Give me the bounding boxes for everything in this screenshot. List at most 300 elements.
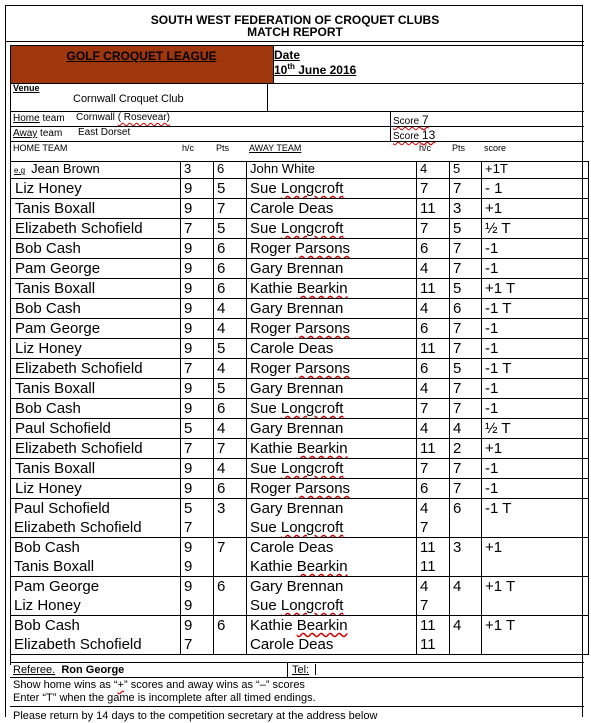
away-player[interactable]	[247, 299, 417, 319]
away-points[interactable]	[450, 219, 482, 239]
away-points[interactable]	[450, 616, 482, 655]
home-handicap[interactable]	[181, 359, 214, 379]
home-player[interactable]	[11, 319, 181, 339]
table-row	[11, 239, 589, 259]
away-player[interactable]	[247, 259, 417, 279]
away-handicaps[interactable]	[417, 577, 450, 616]
home-handicap[interactable]	[181, 279, 214, 299]
home-player[interactable]	[11, 419, 181, 439]
away-handicap-text: 7	[420, 180, 429, 197]
home-handicap-text: 9	[184, 240, 193, 257]
home-handicap[interactable]	[181, 259, 214, 279]
example-hc2-text: 4	[420, 161, 428, 176]
home-handicap[interactable]	[181, 479, 214, 499]
game-score-text: -1	[485, 380, 499, 397]
away-handicap-text: 11	[420, 440, 436, 457]
home-pair-1: Bob Cash	[14, 539, 80, 556]
example-pts2[interactable]	[450, 162, 482, 179]
away-handicaps[interactable]	[417, 499, 450, 538]
home-handicap-text: 9	[184, 260, 193, 277]
away-player[interactable]	[247, 199, 417, 219]
home-points-text: 4	[217, 420, 226, 437]
game-score-text: -1 T	[485, 500, 512, 517]
away-handicaps-2: 11	[420, 558, 436, 575]
home-handicaps[interactable]	[181, 616, 214, 655]
away-handicap[interactable]	[417, 399, 450, 419]
home-handicap-text: 9	[184, 180, 193, 197]
notes-line-2: Enter “T” when the game is incomplete after all timed endings.	[13, 692, 316, 704]
away-player[interactable]	[247, 219, 417, 239]
home-points-text: 5	[217, 380, 226, 397]
home-points[interactable]	[214, 577, 247, 616]
tel-label: Tel:	[292, 664, 310, 676]
home-handicap[interactable]	[181, 419, 214, 439]
away-player-text: Kathie Bearkin	[250, 440, 348, 457]
date-value[interactable]: 10th June 2016	[274, 62, 357, 77]
away-points-text: 5	[453, 280, 462, 297]
away-points[interactable]	[450, 499, 482, 538]
home-points[interactable]	[214, 199, 247, 219]
away-handicap[interactable]	[417, 279, 450, 299]
home-points-text: 6	[217, 240, 226, 257]
home-player[interactable]	[11, 199, 181, 219]
table-row	[11, 199, 589, 219]
away-player[interactable]	[247, 319, 417, 339]
home-handicap[interactable]	[181, 459, 214, 479]
away-points[interactable]	[450, 279, 482, 299]
away-handicaps[interactable]	[417, 538, 450, 577]
away-points[interactable]	[450, 399, 482, 419]
home-handicap-text: 9	[184, 320, 193, 337]
divider	[287, 662, 288, 677]
away-handicap-text: 7	[420, 220, 429, 237]
home-player-text: Pam George	[15, 320, 101, 337]
date-label: Date	[274, 48, 301, 62]
away-points[interactable]	[450, 439, 482, 459]
example-away[interactable]	[247, 162, 417, 179]
divider	[10, 662, 584, 663]
away-player[interactable]	[247, 439, 417, 459]
home-handicaps[interactable]	[181, 499, 214, 538]
home-handicap-text: 5	[184, 420, 193, 437]
away-handicap[interactable]	[417, 439, 450, 459]
game-score[interactable]	[482, 479, 589, 499]
home-player-text: Paul Schofield	[15, 420, 111, 437]
away-score[interactable]: Score 13	[393, 128, 436, 142]
doubles-row	[11, 538, 589, 577]
away-points[interactable]	[450, 479, 482, 499]
example-home-text: Jean Brown	[31, 161, 100, 176]
away-points-text: 7	[453, 260, 462, 277]
home-points-text: 6	[217, 617, 226, 634]
league-name: GOLF CROQUET LEAGUE	[66, 49, 217, 63]
away-handicap-text: 7	[420, 400, 429, 417]
home-handicaps-1: 9	[184, 617, 193, 634]
game-score-text: -1	[485, 320, 499, 337]
away-player-text: Gary Brennan	[250, 300, 344, 317]
home-handicap[interactable]	[181, 179, 214, 199]
away-handicap[interactable]	[417, 339, 450, 359]
home-points[interactable]	[214, 239, 247, 259]
home-handicaps-2: 7	[184, 636, 193, 653]
home-pair-2: Elizabeth Schofield	[14, 636, 142, 653]
home-points[interactable]	[214, 339, 247, 359]
away-points-text: 7	[453, 380, 462, 397]
game-score[interactable]	[482, 319, 589, 339]
away-points[interactable]	[450, 339, 482, 359]
report-title: MATCH REPORT	[247, 25, 343, 39]
home-handicap-text: 7	[184, 360, 193, 377]
home-player[interactable]	[11, 279, 181, 299]
example-pts2-text: 5	[453, 161, 461, 176]
away-points[interactable]	[450, 319, 482, 339]
example-hc[interactable]	[181, 162, 214, 179]
divider	[10, 141, 584, 142]
home-points-text: 6	[217, 400, 226, 417]
away-handicaps-2: 7	[420, 597, 429, 614]
home-player-text: Tanis Boxall	[15, 280, 96, 297]
game-score[interactable]	[482, 219, 589, 239]
game-score-text: +1 T	[485, 617, 516, 634]
home-handicap-text: 9	[184, 460, 193, 477]
away-pair[interactable]	[247, 616, 417, 655]
col-away-team: AWAY TEAM	[249, 143, 302, 153]
home-handicap-text: 9	[184, 380, 193, 397]
game-score-text: +1	[485, 440, 503, 457]
away-handicap[interactable]	[417, 299, 450, 319]
table-row	[11, 299, 589, 319]
home-handicaps-1: 5	[184, 500, 193, 517]
game-score-text: - 1	[485, 180, 503, 197]
game-score[interactable]	[482, 199, 589, 219]
venue-label: Venue	[13, 83, 40, 93]
away-handicap[interactable]	[417, 239, 450, 259]
home-points[interactable]	[214, 479, 247, 499]
game-score[interactable]	[482, 616, 589, 655]
away-handicap[interactable]	[417, 259, 450, 279]
table-row	[11, 319, 589, 339]
away-points-text: 3	[453, 200, 462, 217]
away-points[interactable]	[450, 577, 482, 616]
away-player-text: Sue Longcroft	[250, 220, 344, 237]
home-points[interactable]	[214, 279, 247, 299]
example-pts[interactable]	[214, 162, 247, 179]
away-points-text: 4	[453, 420, 462, 437]
away-player-text: Sue Longcroft	[250, 400, 344, 417]
game-score[interactable]	[482, 339, 589, 359]
home-points[interactable]	[214, 319, 247, 339]
home-points[interactable]	[214, 179, 247, 199]
home-points-text: 4	[217, 300, 226, 317]
divider	[10, 83, 584, 84]
away-pair[interactable]	[247, 499, 417, 538]
away-handicap[interactable]	[417, 219, 450, 239]
home-points-text: 6	[217, 280, 226, 297]
federation-title: SOUTH WEST FEDERATION OF CROQUET CLUBS	[150, 13, 440, 27]
table-row	[11, 279, 589, 299]
home-handicap[interactable]	[181, 439, 214, 459]
home-points-text: 4	[217, 360, 226, 377]
home-points[interactable]	[214, 538, 247, 577]
home-points[interactable]	[214, 499, 247, 538]
divider	[267, 83, 268, 111]
away-player-text: Carole Deas	[250, 200, 334, 217]
game-score[interactable]	[482, 179, 589, 199]
away-handicap[interactable]	[417, 179, 450, 199]
home-player[interactable]	[11, 239, 181, 259]
home-handicap-text: 7	[184, 220, 193, 237]
col-score: score	[484, 143, 507, 153]
home-player[interactable]	[11, 299, 181, 319]
away-handicaps-1: 4	[420, 578, 429, 595]
home-handicap[interactable]	[181, 319, 214, 339]
home-points-text: 6	[217, 578, 226, 595]
away-pair-2: Sue Longcroft	[250, 597, 344, 614]
col-hc: h/c	[182, 143, 195, 153]
away-player[interactable]	[247, 379, 417, 399]
away-points-text: 6	[453, 500, 462, 517]
home-pair[interactable]	[11, 616, 181, 655]
away-points[interactable]	[450, 199, 482, 219]
home-handicaps-2: 9	[184, 597, 193, 614]
home-pair-1: Paul Schofield	[14, 500, 110, 517]
away-player[interactable]	[247, 419, 417, 439]
home-points[interactable]	[214, 259, 247, 279]
home-points[interactable]	[214, 359, 247, 379]
home-points[interactable]	[214, 379, 247, 399]
away-points-text: 6	[453, 300, 462, 317]
away-points[interactable]	[450, 239, 482, 259]
home-points[interactable]	[214, 399, 247, 419]
game-score[interactable]	[482, 259, 589, 279]
example-hc2[interactable]	[417, 162, 450, 179]
home-handicaps[interactable]	[181, 538, 214, 577]
home-player[interactable]	[11, 399, 181, 419]
example-row	[11, 162, 589, 179]
away-handicap[interactable]	[417, 419, 450, 439]
away-handicap[interactable]	[417, 199, 450, 219]
away-points-text: 4	[453, 617, 462, 634]
home-player[interactable]	[11, 459, 181, 479]
away-handicap[interactable]	[417, 479, 450, 499]
home-handicap[interactable]	[181, 239, 214, 259]
game-score[interactable]	[482, 577, 589, 616]
away-handicap-text: 6	[420, 360, 429, 377]
game-score[interactable]	[482, 399, 589, 419]
home-player[interactable]	[11, 359, 181, 379]
home-handicaps-2: 7	[184, 519, 193, 536]
away-player[interactable]	[247, 279, 417, 299]
away-player-text: Sue Longcroft	[250, 180, 344, 197]
away-points[interactable]	[450, 459, 482, 479]
away-points[interactable]	[450, 419, 482, 439]
away-handicap-text: 4	[420, 420, 429, 437]
away-points-text: 7	[453, 340, 462, 357]
doubles-row	[11, 577, 589, 616]
table-row	[11, 399, 589, 419]
away-points[interactable]	[450, 379, 482, 399]
away-points-text: 7	[453, 320, 462, 337]
home-player[interactable]	[11, 379, 181, 399]
home-player[interactable]	[11, 439, 181, 459]
game-score[interactable]	[482, 379, 589, 399]
col-hc2: h/c	[419, 143, 432, 153]
game-score[interactable]	[482, 538, 589, 577]
away-points[interactable]	[450, 299, 482, 319]
home-handicap[interactable]	[181, 299, 214, 319]
away-handicaps-1: 11	[420, 539, 436, 556]
home-handicaps[interactable]	[181, 577, 214, 616]
away-handicap[interactable]	[417, 459, 450, 479]
example-home	[11, 162, 181, 179]
home-handicap-text: 9	[184, 300, 193, 317]
away-pair-2: Sue Longcroft	[250, 519, 344, 536]
away-handicap[interactable]	[417, 379, 450, 399]
home-points[interactable]	[214, 419, 247, 439]
away-player-text: Kathie Bearkin	[250, 280, 348, 297]
game-score[interactable]	[482, 419, 589, 439]
away-pair[interactable]	[247, 577, 417, 616]
home-points-text: 5	[217, 180, 226, 197]
away-player[interactable]	[247, 459, 417, 479]
home-handicap[interactable]	[181, 199, 214, 219]
away-team-label: Away team	[13, 128, 63, 139]
home-points[interactable]	[214, 299, 247, 319]
away-pair[interactable]	[247, 538, 417, 577]
away-player-text: Roger Parsons	[250, 480, 351, 497]
away-player-text: Carole Deas	[250, 340, 334, 357]
away-points[interactable]	[450, 359, 482, 379]
home-player[interactable]	[11, 339, 181, 359]
home-handicap[interactable]	[181, 219, 214, 239]
away-pair-1: Gary Brennan	[250, 500, 344, 517]
notes-line-1: Show home wins as “+” scores and away wins as “–” scores	[13, 679, 305, 691]
away-player[interactable]	[247, 239, 417, 259]
home-team-name[interactable]: Cornwall ( Rosevear)	[76, 112, 170, 123]
table-row	[11, 419, 589, 439]
game-score[interactable]	[482, 439, 589, 459]
home-player-text: Tanis Boxall	[15, 200, 96, 217]
home-handicaps-1: 9	[184, 539, 193, 556]
away-handicap-text: 7	[420, 460, 429, 477]
game-score[interactable]	[482, 499, 589, 538]
home-handicap[interactable]	[181, 399, 214, 419]
text-cursor	[315, 664, 316, 675]
venue-value[interactable]: Cornwall Croquet Club	[73, 93, 184, 105]
home-player[interactable]	[11, 259, 181, 279]
doubles-row	[11, 499, 589, 538]
home-pair-2: Elizabeth Schofield	[14, 519, 142, 536]
away-pair-2: Kathie Bearkin	[250, 558, 348, 575]
away-player[interactable]	[247, 359, 417, 379]
table-row	[11, 379, 589, 399]
away-points-text: 7	[453, 400, 462, 417]
home-points-text: 4	[217, 460, 226, 477]
game-score-text: +1 T	[485, 578, 516, 595]
away-points[interactable]	[450, 259, 482, 279]
match-report-form	[5, 5, 583, 722]
home-points-text: 7	[217, 200, 226, 217]
home-pair[interactable]	[11, 577, 181, 616]
home-points-text: 6	[217, 480, 226, 497]
home-handicap[interactable]	[181, 379, 214, 399]
col-pts2: Pts	[452, 143, 466, 153]
game-score[interactable]	[482, 359, 589, 379]
home-pair[interactable]	[11, 538, 181, 577]
away-handicap-text: 11	[420, 280, 436, 297]
away-team-name[interactable]: East Dorset	[78, 127, 131, 138]
game-score[interactable]	[482, 239, 589, 259]
divider	[6, 41, 584, 42]
col-pts: Pts	[216, 143, 230, 153]
game-score[interactable]	[482, 279, 589, 299]
doubles-row	[11, 616, 589, 655]
home-player[interactable]	[11, 179, 181, 199]
home-player[interactable]	[11, 479, 181, 499]
divider	[10, 677, 584, 678]
game-score[interactable]	[482, 299, 589, 319]
home-handicaps-1: 9	[184, 578, 193, 595]
game-score-text: +1	[485, 200, 503, 217]
referee[interactable]: Referee. Ron George	[13, 664, 125, 676]
away-pair-1: Gary Brennan	[250, 578, 344, 595]
example-score[interactable]	[482, 162, 589, 179]
home-points-text: 6	[217, 260, 226, 277]
away-player[interactable]	[247, 339, 417, 359]
home-points-text: 4	[217, 320, 226, 337]
home-pair-1: Pam George	[14, 578, 100, 595]
home-points[interactable]	[214, 439, 247, 459]
away-handicaps-2: 7	[420, 519, 429, 536]
notes-line-3: Please return by 14 days to the competition secretary at the address below	[13, 710, 378, 722]
table-row	[11, 259, 589, 279]
away-player[interactable]	[247, 179, 417, 199]
table-row	[11, 439, 589, 459]
away-handicap[interactable]	[417, 319, 450, 339]
away-points[interactable]	[450, 179, 482, 199]
home-player[interactable]	[11, 219, 181, 239]
away-points-text: 3	[453, 539, 462, 556]
home-points-text: 5	[217, 340, 226, 357]
away-pair-1: Kathie Bearkin	[250, 617, 348, 634]
away-points-text: 7	[453, 480, 462, 497]
home-score[interactable]: Score 7	[393, 113, 429, 127]
home-points[interactable]	[214, 616, 247, 655]
away-handicaps[interactable]	[417, 616, 450, 655]
home-handicap[interactable]	[181, 339, 214, 359]
away-handicap-text: 11	[420, 200, 436, 217]
home-pair-1: Bob Cash	[14, 617, 80, 634]
away-player[interactable]	[247, 399, 417, 419]
home-player-text: Pam George	[15, 260, 101, 277]
away-player-text: Roger Parsons	[250, 320, 351, 337]
home-points[interactable]	[214, 459, 247, 479]
away-player[interactable]	[247, 479, 417, 499]
away-points[interactable]	[450, 538, 482, 577]
away-player-text: Roger Parsons	[250, 240, 351, 257]
game-score[interactable]	[482, 459, 589, 479]
example-pts-text: 6	[217, 161, 225, 176]
away-points-text: 4	[453, 578, 462, 595]
example-score-text: +1T	[485, 161, 508, 176]
home-handicap-text: 9	[184, 400, 193, 417]
game-score-text: +1	[485, 539, 503, 556]
home-points[interactable]	[214, 219, 247, 239]
results-table	[10, 161, 589, 655]
home-pair[interactable]	[11, 499, 181, 538]
away-handicap[interactable]	[417, 359, 450, 379]
home-handicap-text: 9	[184, 340, 193, 357]
